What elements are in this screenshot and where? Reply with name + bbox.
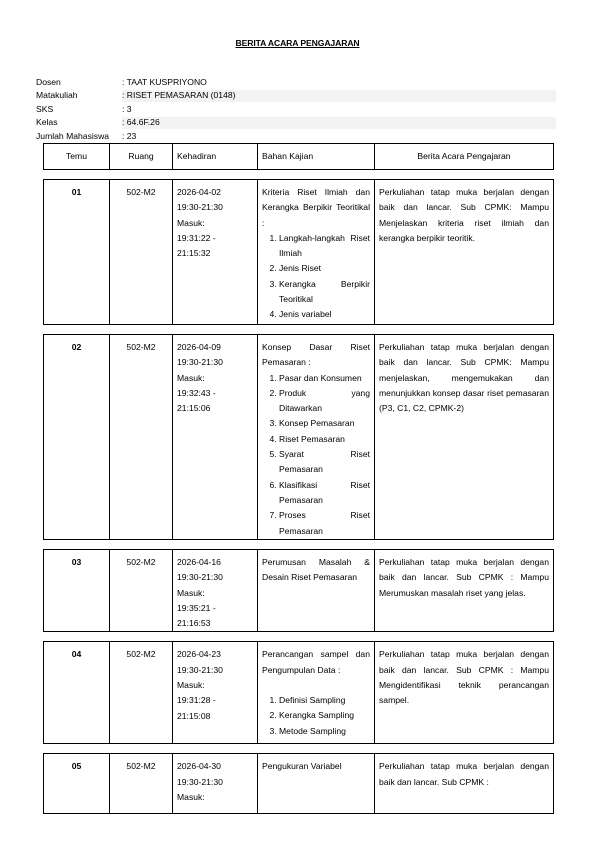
kehadiran-line: 19:31:22 -	[177, 232, 216, 243]
bahan-intro: Perancangan sampel dan Pengumpulan Data :	[262, 649, 370, 675]
kehadiran-line: 19:31:28 -	[177, 695, 216, 706]
kehadiran-line: 19:30-21:30	[177, 664, 223, 675]
cell-ruang: 502-M2	[110, 550, 173, 632]
table-header-row	[44, 144, 554, 170]
kehadiran-line: 21:16:53	[177, 618, 211, 629]
meta-value: : TAAT KUSPRIYONO	[122, 77, 207, 87]
cell-bahan-kajian	[258, 550, 375, 632]
header-ruang: Ruang	[110, 144, 173, 170]
row-spacer	[44, 325, 554, 335]
row-spacer	[44, 632, 554, 642]
list-item: 5. Syarat Riset Pemasaran	[279, 447, 370, 478]
list-item: 4. Jenis variabel	[279, 307, 370, 322]
bahan-intro: Perumusan Masalah & Desain Riset Pemasaran	[262, 557, 370, 583]
list-item: 2. Jenis Riset	[279, 261, 370, 276]
cell-berita-acara: Perkuliahan tatap muka berjalan dengan baik dan lancar. Sub CPMK :	[375, 754, 554, 814]
table-row	[44, 180, 554, 325]
cell-berita-acara: Perkuliahan tatap muka berjalan dengan baik dan lancar. Sub CPMK: Mampu Menjelaskan kriteria riset ilmiah dan kerangka berpikir teoritik.	[375, 180, 554, 325]
document-title: BERITA ACARA PENGAJARAN	[235, 38, 360, 48]
cell-temu: 02	[44, 335, 110, 540]
table-row	[44, 550, 554, 632]
cell-kehadiran	[173, 335, 258, 540]
list-item: 6. Klasifikasi Riset Pemasaran	[279, 478, 370, 509]
bahan-list	[262, 231, 370, 323]
kehadiran-line: 2026-04-09	[177, 342, 221, 352]
bahan-intro: Konsep Dasar Riset Pemasaran :	[262, 342, 370, 368]
meta-label: Kelas	[36, 117, 58, 128]
meta-value: : RISET PEMASARAN (0148)	[122, 90, 236, 101]
cell-temu: 04	[44, 642, 110, 744]
meta-row-kelas	[36, 116, 556, 129]
meta-value: : 64.6F.26	[122, 117, 160, 128]
cell-temu: 01	[44, 180, 110, 325]
cell-bahan-kajian	[258, 642, 375, 744]
meta-value: : 3	[122, 103, 132, 114]
kehadiran-line: 21:15:08	[177, 710, 211, 721]
meta-row-jumlah-mahasiswa	[36, 130, 556, 143]
list-item: 7. Proses Riset Pemasaran	[279, 508, 370, 539]
cell-berita-acara: Perkuliahan tatap muka berjalan dengan baik dan lancar. Sub CPMK: Mampu menjelaskan, mengemukakan dan menunjukkan konsep dasar riset pemasaran (P3, C1, C2, CPMK-2)	[375, 335, 554, 540]
header-bahan-kajian: Bahan Kajian	[258, 144, 375, 170]
bahan-list	[262, 693, 370, 739]
meta-value: : 23	[122, 130, 137, 141]
bahan-list	[262, 371, 370, 539]
kehadiran-line: 2026-04-16	[177, 557, 221, 567]
cell-berita-acara: Perkuliahan tatap muka berjalan dengan baik dan lancar. Sub CPMK : Mampu Merumuskan masalah riset yang jelas.	[375, 550, 554, 632]
cell-ruang: 502-M2	[110, 642, 173, 744]
kehadiran-line: 19:30-21:30	[177, 202, 223, 213]
kehadiran-line: 2026-04-30	[177, 761, 221, 772]
table-row	[44, 335, 554, 540]
cell-ruang: 502-M2	[110, 335, 173, 540]
header-berita-acara: Berita Acara Pengajaran	[375, 144, 554, 170]
kehadiran-line: 19:30-21:30	[177, 776, 223, 787]
row-spacer	[44, 170, 554, 180]
cell-temu: 05	[44, 754, 110, 814]
cell-ruang: 502-M2	[110, 754, 173, 814]
list-item: 3. Kerangka Berpikir Teoritikal	[279, 277, 370, 308]
table-row	[44, 642, 554, 744]
cell-bahan-kajian	[258, 754, 375, 814]
list-item: 4. Riset Pemasaran	[279, 432, 370, 447]
list-item: 1. Definisi Sampling	[279, 693, 370, 708]
header-kehadiran: Kehadiran	[173, 144, 258, 170]
cell-ruang: 502-M2	[110, 180, 173, 325]
cell-bahan-kajian	[258, 180, 375, 325]
cell-kehadiran	[173, 642, 258, 744]
meta-row-sks	[36, 103, 556, 116]
kehadiran-line: Masuk:	[177, 792, 205, 803]
list-item: 2. Kerangka Sampling	[279, 708, 370, 723]
course-meta	[36, 76, 556, 143]
kehadiran-line: 21:15:32	[177, 248, 211, 259]
meta-label: SKS	[36, 103, 54, 114]
cell-bahan-kajian	[258, 335, 375, 540]
list-item: 1. Langkah-langkah Riset Ilmiah	[279, 231, 370, 262]
meta-label: Dosen	[36, 77, 61, 87]
cell-temu: 03	[44, 550, 110, 632]
bahan-intro: Pengukuran Variabel	[262, 761, 342, 772]
cell-kehadiran	[173, 754, 258, 814]
row-spacer	[44, 540, 554, 550]
list-item: 3. Metode Sampling	[279, 724, 370, 739]
list-item: 3. Konsep Pemasaran	[279, 416, 370, 431]
kehadiran-line: 19:30-21:30	[177, 357, 223, 368]
meta-row-matakuliah	[36, 89, 556, 102]
table-row	[44, 754, 554, 814]
kehadiran-line: Masuk:	[177, 680, 205, 691]
kehadiran-line: Masuk:	[177, 372, 205, 383]
kehadiran-line: Masuk:	[177, 587, 205, 598]
header-temu: Temu	[44, 144, 110, 170]
meta-label: Jumlah Mahasiswa	[36, 130, 110, 141]
list-item: 1. Pasar dan Konsumen	[279, 371, 370, 386]
cell-berita-acara: Perkuliahan tatap muka berjalan dengan baik dan lancar. Sub CPMK : Mampu Mengidentifikasi teknik perancangan sampel.	[375, 642, 554, 744]
kehadiran-line: 19:35:21 -	[177, 602, 216, 613]
kehadiran-line: 19:32:43 -	[177, 387, 216, 398]
teaching-record-table	[43, 143, 554, 814]
kehadiran-line: 2026-04-23	[177, 649, 221, 660]
row-spacer	[44, 744, 554, 754]
kehadiran-line: Masuk:	[177, 217, 205, 228]
kehadiran-line: 2026-04-02	[177, 187, 221, 197]
meta-label: Matakuliah	[36, 90, 78, 101]
meta-row-dosen	[36, 76, 556, 89]
cell-kehadiran	[173, 550, 258, 632]
bahan-intro: Kriteria Riset Ilmiah dan Kerangka Berpikir Teoritikal :	[262, 187, 370, 228]
kehadiran-line: 19:30-21:30	[177, 572, 223, 583]
list-item: 2. Produk yang Ditawarkan	[279, 386, 370, 417]
kehadiran-line: 21:15:06	[177, 403, 211, 414]
cell-kehadiran	[173, 180, 258, 325]
